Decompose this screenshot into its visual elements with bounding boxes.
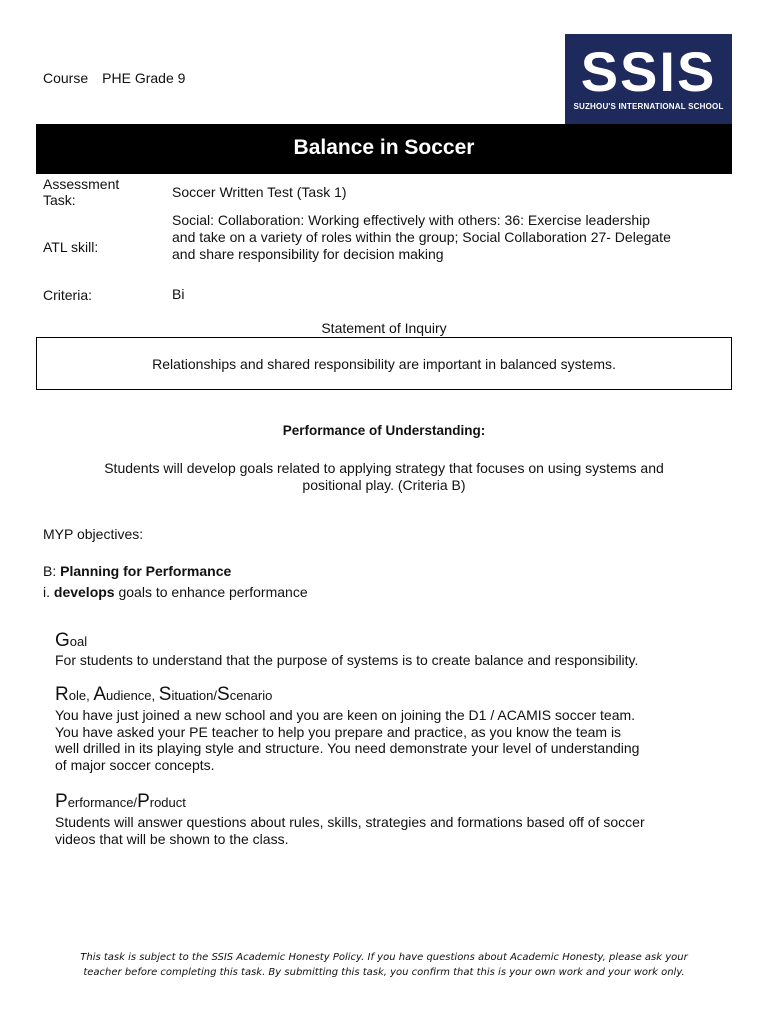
assessment-label-line-2: Task: [43,192,76,208]
situation-rest: ituation/ [171,688,217,703]
audience-rest: udience, [106,688,159,703]
statement-of-inquiry-box [36,337,732,390]
performance-product-text [55,814,735,847]
footer-line: teacher before completing this task. By submitting this task, you confirm that this is your own work and your work only. [83,967,685,978]
scenario-line: well drilled in its playing style and structure. You need demonstrate your level of understanding [55,740,640,756]
atl-skill-value [172,212,671,263]
footer-line: This task is subject to the SSIS Academic Honesty Policy. If you have questions about Academic Honesty, please ask your [80,952,688,963]
role-rest: ole, [68,688,94,703]
atl-line: and take on a variety of roles within the group; Social Collaboration 27- Delegate [172,229,671,245]
performance-product-heading [55,791,186,813]
goal-heading [55,630,87,652]
objective-i-prefix: i. [43,584,54,600]
scenario-cap: S [217,684,230,705]
scenario-rest: cenario [229,688,273,703]
course-line [43,70,185,86]
goal-text: For students to understand that the purpose of systems is to create balance and responsibility. [55,652,639,668]
goal-cap: G [55,630,70,651]
assessment-task-value: Soccer Written Test (Task 1) [172,184,347,200]
scenario-line: You have asked your PE teacher to help you prepare and practice, as you know the team is [55,723,622,740]
objective-b [43,563,231,579]
objective-b-title: Planning for Performance [60,563,232,579]
role-scenario-text [55,707,735,773]
criteria-value: Bi [172,286,185,302]
understanding-line: positional play. (Criteria B) [302,477,466,493]
assessment-task-label [43,176,119,208]
role-audience-heading [55,684,272,706]
role-cap: R [55,684,69,705]
situation-cap: S [158,684,172,705]
school-logo [565,34,732,124]
performance-cap: P [55,791,68,812]
product-cap: P [137,791,150,812]
atl-skill-label: ATL skill: [43,239,99,255]
scenario-line: of major soccer concepts. [55,756,215,773]
atl-line: and share responsibility for decision making [172,246,444,262]
title-bar [36,124,732,174]
course-label: Course [43,70,89,86]
academic-honesty-footer [40,950,728,980]
objective-i [43,584,308,600]
atl-line: Social: Collaboration: Working effectively with others: 36: Exercise leadership [172,212,651,228]
performance-of-understanding-heading: Performance of Understanding: [282,423,486,438]
logo-subtitle: SUZHOU'S INTERNATIONAL SCHOOL [573,102,724,111]
assessment-label-line-1: Assessment [43,176,120,192]
audience-cap: A [93,684,106,705]
understanding-line: Students will develop goals related to applying strategy that focuses on using systems and [104,460,664,476]
criteria-label: Criteria: [43,287,93,303]
statement-of-inquiry-heading: Statement of Inquiry [321,320,447,336]
statement-of-inquiry-text: Relationships and shared responsibility are important in balanced systems. [152,356,616,372]
product-rest: roduct [149,795,186,810]
scenario-line: You have just joined a new school and you are keen on joining the D1 / ACAMIS soccer team. [55,707,636,723]
performance-line: videos that will be shown to the class. [55,830,289,847]
objective-b-prefix: B: [43,563,61,579]
myp-objectives-label: MYP objectives: [43,526,144,542]
course-value: PHE Grade 9 [102,70,186,86]
performance-rest: erformance/ [67,795,138,810]
goal-rest: oal [69,634,88,649]
objective-i-verb: develops [53,584,115,600]
page-title: Balance in Soccer [293,136,475,159]
performance-of-understanding-text [60,460,708,494]
objective-i-rest: goals to enhance performance [114,584,308,600]
logo-wordmark: SSIS [580,40,717,103]
performance-line: Students will answer questions about rules, skills, strategies and formations based off of soccer [55,814,645,830]
